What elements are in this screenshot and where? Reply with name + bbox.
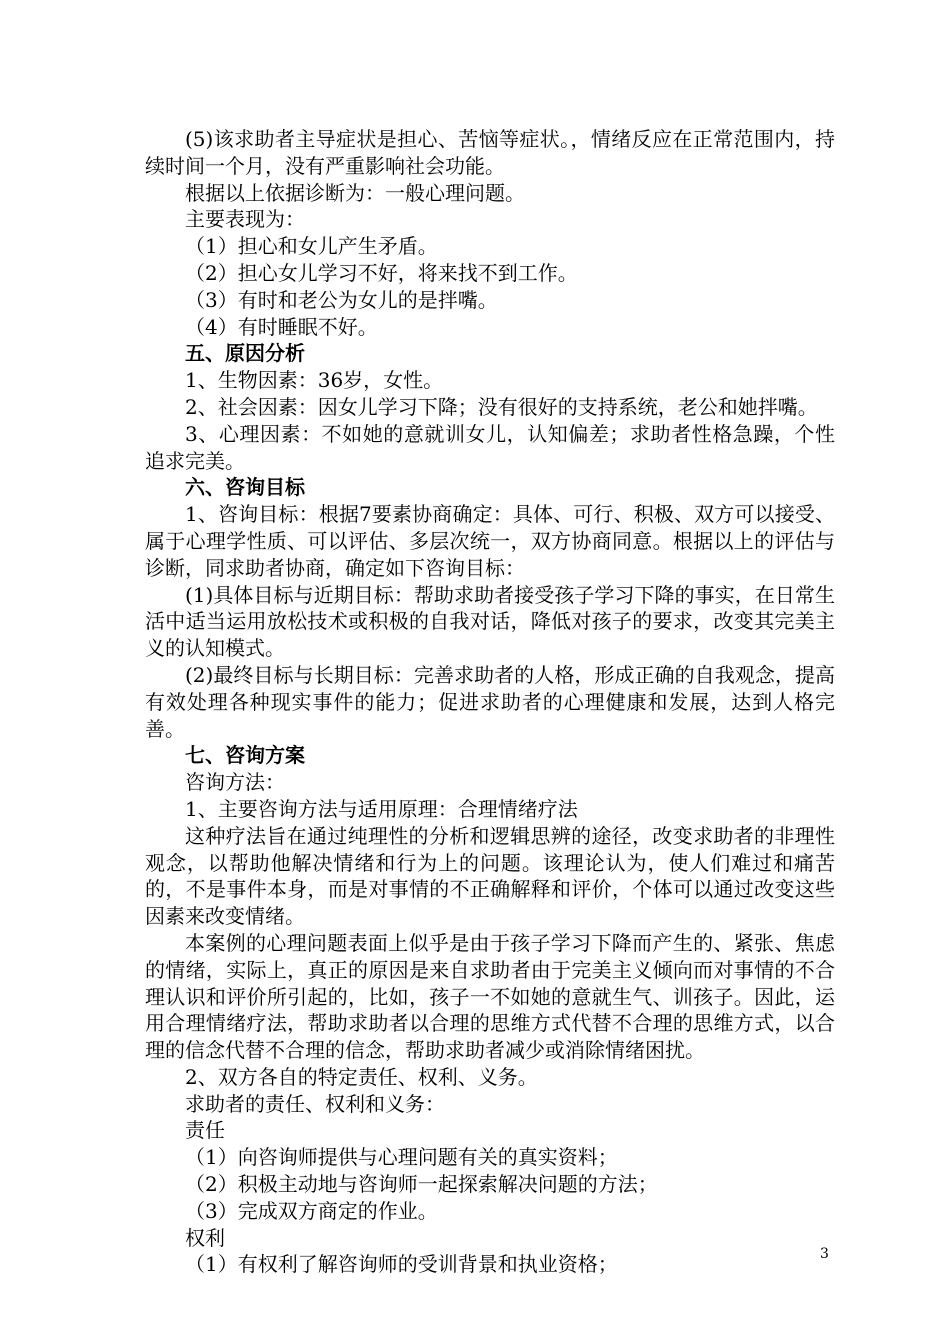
list-item: （1）有权利了解咨询师的受训背景和执业资格； bbox=[185, 1252, 618, 1277]
paragraph: 2、社会因素：因女儿学习下降；没有很好的支持系统，老公和她拌嘴。 bbox=[185, 394, 818, 419]
paragraph: 这种疗法旨在通过纯理性的分析和逻辑思辨的途径，改变求助者的非理性观念，以帮助他解决情绪和行为上的问题。该理论认为，使人们难过和痛苦的，不是事件本身，而是对事情的不正确解释和评价，个体可以通过改变这些因素来改变情绪。 bbox=[145, 823, 835, 929]
list-item: （4）有时睡眠不好。 bbox=[185, 314, 378, 339]
page-number: 3 bbox=[820, 1246, 829, 1262]
list-item: （1）向咨询师提供与心理问题有关的真实资料； bbox=[185, 1145, 618, 1170]
list-item: （2）担心女儿学习不好，将来找不到工作。 bbox=[185, 260, 578, 285]
paragraph: 权利 bbox=[185, 1225, 225, 1250]
paragraph: 本案例的心理问题表面上似乎是由于孩子学习下降而产生的、紧张、焦虑的情绪，实际上，真正的原因是来自求助者由于完美主义倾向而对事情的不合理认识和评价所引起的，比如，孩子一不如她的意就生气、训孩子。因此，运用合理情绪疗法，帮助求助者以合理的思维方式代替不合理的思维方式，以合理的信念代替不合理的信念，帮助求助者减少或消除情绪困扰。 bbox=[145, 930, 835, 1063]
list-item: （3）有时和老公为女儿的是拌嘴。 bbox=[185, 287, 498, 312]
list-item: （1）担心和女儿产生矛盾。 bbox=[185, 234, 438, 259]
list-item: （2）积极主动地与咨询师一起探索解决问题的方法； bbox=[185, 1172, 658, 1197]
paragraph: 求助者的责任、权利和义务： bbox=[185, 1091, 445, 1116]
paragraph: 1、咨询目标：根据7要素协商确定：具体、可行、积极、双方可以接受、属于心理学性质、可以评估、多层次统一，双方协商同意。根据以上的评估与诊断，同求助者协商，确定如下咨询目标： bbox=[145, 502, 835, 580]
list-item: （3）完成双方商定的作业。 bbox=[185, 1198, 438, 1223]
paragraph: 咨询方法： bbox=[185, 770, 285, 795]
paragraph: (1)具体目标与近期目标：帮助求助者接受孩子学习下降的事实，在日常生活中适当运用放松技术或积极的自我对话，降低对孩子的要求，改变其完美主义的认知模式。 bbox=[145, 582, 835, 661]
paragraph: 1、主要咨询方法与适用原理：合理情绪疗法 bbox=[185, 796, 578, 821]
paragraph: (2)最终目标与长期目标：完善求助者的人格，形成正确的自我观念，提高有效处理各种现实事件的能力；促进求助者的心理健康和发展，达到人格完善。 bbox=[145, 662, 835, 741]
paragraph: 根据以上依据诊断为：一般心理问题。 bbox=[185, 180, 525, 205]
section-heading: 七、咨询方案 bbox=[185, 743, 305, 768]
paragraph: 2、双方各自的特定责任、权利、义务。 bbox=[185, 1064, 538, 1089]
paragraph: 责任 bbox=[185, 1118, 225, 1143]
section-heading: 六、咨询目标 bbox=[185, 475, 305, 500]
paragraph: 3、心理因素：不如她的意就训女儿，认知偏差；求助者性格急躁，个性追求完美。 bbox=[145, 421, 835, 473]
document-body bbox=[145, 126, 835, 1278]
paragraph: 1、生物因素：36岁，女性。 bbox=[185, 368, 444, 393]
section-heading: 五、原因分析 bbox=[185, 341, 305, 366]
paragraph: (5)该求助者主导症状是担心、苦恼等症状。，情绪反应在正常范围内，持续时间一个月，没有严重影响社会功能。 bbox=[145, 127, 835, 178]
paragraph: 主要表现为： bbox=[185, 207, 305, 232]
